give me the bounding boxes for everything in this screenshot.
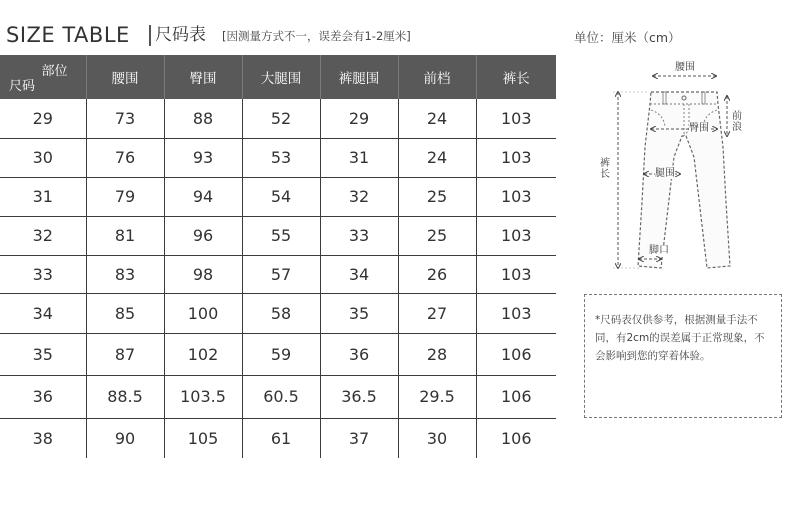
measurement-cell: 88 — [164, 99, 242, 138]
size-table — [0, 55, 556, 458]
measurement-cell: 85 — [86, 293, 164, 333]
table-row — [0, 138, 556, 177]
measurement-cell: 103 — [476, 216, 556, 255]
measurement-cell: 32 — [320, 177, 398, 216]
measurement-cell: 76 — [86, 138, 164, 177]
label-hem: 脚口 — [649, 245, 669, 256]
measurement-cell: 59 — [242, 333, 320, 375]
disclaimer-text: *尺码表仅供参考，根据测量手法不同，有2cm的误差属于正常现象，不会影响到您的穿着体验。 — [595, 314, 765, 362]
title-en: SIZE TABLE — [6, 23, 130, 47]
measurement-cell: 96 — [164, 216, 242, 255]
size-cell: 33 — [0, 255, 86, 293]
measurement-cell: 27 — [398, 293, 476, 333]
measurement-cell: 29 — [320, 99, 398, 138]
measurement-cell: 25 — [398, 216, 476, 255]
measurement-cell: 105 — [164, 418, 242, 458]
measurement-cell: 25 — [398, 177, 476, 216]
measurement-cell: 36.5 — [320, 375, 398, 418]
size-cell: 31 — [0, 177, 86, 216]
corner-label-part: 部位 — [41, 64, 68, 79]
table-row — [0, 333, 556, 375]
label-front-rise: 前浪 — [732, 111, 742, 133]
measurement-cell: 103 — [476, 293, 556, 333]
size-cell: 32 — [0, 216, 86, 255]
measurement-cell: 103 — [476, 99, 556, 138]
table-row — [0, 99, 556, 138]
measurement-cell: 88.5 — [86, 375, 164, 418]
measurement-cell: 30 — [398, 418, 476, 458]
title-cn: 尺码表 — [155, 25, 206, 45]
measurement-cell: 79 — [86, 177, 164, 216]
measurement-cell: 37 — [320, 418, 398, 458]
measurement-cell: 81 — [86, 216, 164, 255]
measurement-cell: 60.5 — [242, 375, 320, 418]
measurement-cell: 87 — [86, 333, 164, 375]
table-header-row — [0, 55, 556, 99]
measurement-cell: 58 — [242, 293, 320, 333]
measurement-cell: 90 — [86, 418, 164, 458]
table-row — [0, 418, 556, 458]
measurement-cell: 106 — [500, 428, 532, 448]
size-cell: 34 — [0, 293, 86, 333]
measurement-cell: 52 — [242, 99, 320, 138]
column-header: 腰围 — [86, 55, 164, 99]
size-cell: 38 — [0, 418, 86, 458]
label-waist: 腰围 — [675, 62, 695, 73]
title-bar — [0, 22, 560, 48]
size-cell: 29 — [0, 99, 86, 138]
label-thigh: 腿围 — [655, 168, 675, 179]
measurement-cell: 53 — [242, 138, 320, 177]
column-header: 裤腿围 — [320, 55, 398, 99]
measurement-cell: 103 — [476, 138, 556, 177]
column-header: 裤长 — [476, 55, 556, 99]
measurement-cell: 83 — [86, 255, 164, 293]
column-header: 臀围 — [164, 55, 242, 99]
measurement-cell: 106 — [476, 375, 556, 418]
column-header: 大腿围 — [242, 55, 320, 99]
measurement-cell: 73 — [86, 99, 164, 138]
table-row — [0, 255, 556, 293]
measurement-cell: 103.5 — [164, 375, 242, 418]
pants-illustration — [583, 52, 783, 282]
corner-label-size: 尺码 — [9, 79, 36, 94]
measurement-cell: 106 — [476, 333, 556, 375]
measurement-cell: 31 — [320, 138, 398, 177]
table-row — [0, 293, 556, 333]
measurement-cell: 98 — [164, 255, 242, 293]
measurement-cell: 26 — [398, 255, 476, 293]
measurement-cell: 57 — [242, 255, 320, 293]
measurement-cell: 103 — [476, 177, 556, 216]
measurement-cell: 100 — [164, 293, 242, 333]
measurement-cell: 29.5 — [398, 375, 476, 418]
measurement-note: [因测量方式不一，误差会有1-2厘米] — [222, 29, 411, 43]
measurement-cell: 102 — [164, 333, 242, 375]
measurement-cell: 94 — [164, 177, 242, 216]
label-length: 裤长 — [600, 158, 610, 180]
disclaimer-box — [584, 294, 782, 418]
title-separator — [149, 25, 151, 46]
measurement-cell: 35 — [320, 293, 398, 333]
measurement-cell: 33 — [320, 216, 398, 255]
measurement-cell: 28 — [398, 333, 476, 375]
measurement-cell: 36 — [320, 333, 398, 375]
measurement-cell: 103 — [476, 255, 556, 293]
table-corner-cell — [0, 55, 86, 99]
unit-label: 单位：厘米（cm） — [574, 30, 681, 45]
measurement-cell: 34 — [320, 255, 398, 293]
table-row — [0, 375, 556, 418]
size-cell: 30 — [0, 138, 86, 177]
table-row — [0, 177, 556, 216]
measurement-cell: 24 — [398, 99, 476, 138]
table-row — [0, 216, 556, 255]
size-cell: 35 — [0, 333, 86, 375]
pants-diagram — [583, 52, 783, 282]
measurement-cell: 61 — [242, 418, 320, 458]
column-header: 前档 — [398, 55, 476, 99]
size-cell: 36 — [0, 375, 86, 418]
measurement-cell: 55 — [242, 216, 320, 255]
measurement-cell: 54 — [242, 177, 320, 216]
label-hip: 臀围 — [689, 123, 709, 134]
measurement-cell: 93 — [164, 138, 242, 177]
measurement-cell: 24 — [398, 138, 476, 177]
